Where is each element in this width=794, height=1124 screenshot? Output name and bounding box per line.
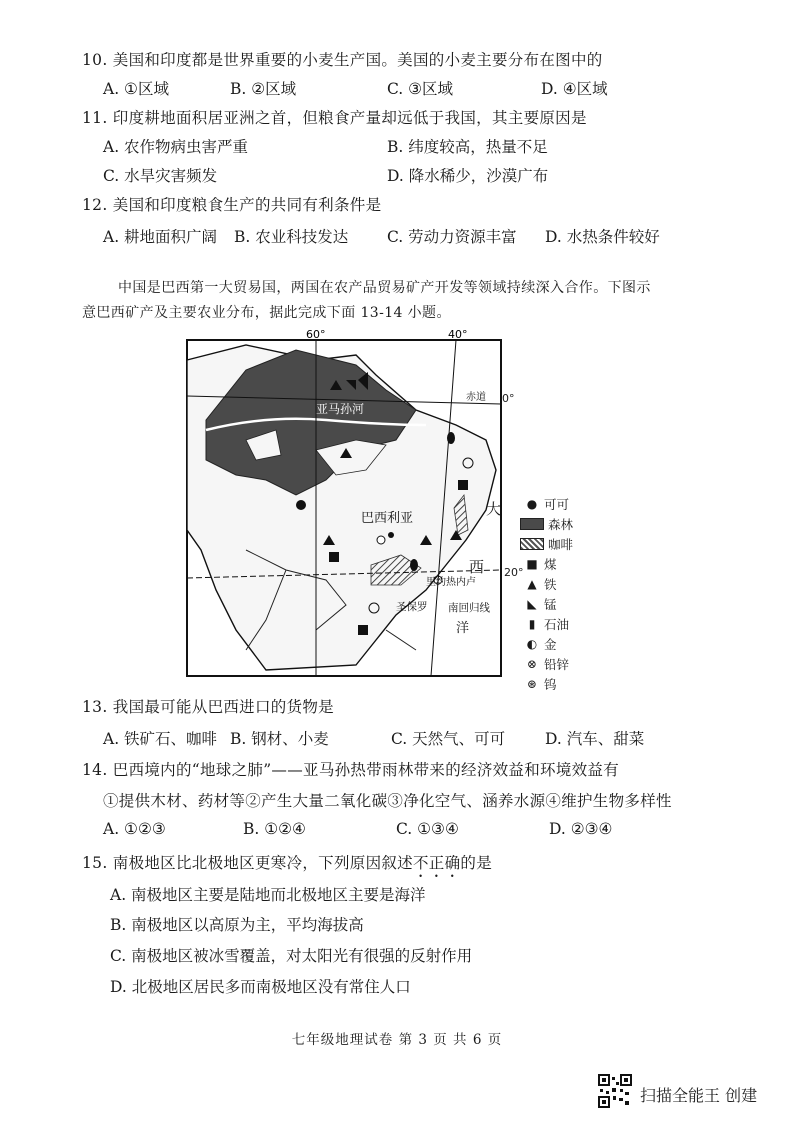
q14-option-a: A. ①②③: [103, 820, 166, 838]
map-lat-0-label: 0°: [502, 392, 515, 405]
q13-option-c: C. 天然气、可可: [391, 730, 506, 748]
map-saopaulo-label: 圣保罗: [396, 601, 428, 613]
question-15-stem-pre: 15. 南极地区比北极地区更寒冷，下列原因叙述: [82, 854, 413, 872]
map-lon-40: 40°: [448, 330, 468, 341]
map-lat-20-label: 20°: [504, 566, 524, 579]
q11-option-d: D. 降水稀少，沙漠广布: [387, 167, 549, 185]
cocoa-icon: ●: [526, 497, 538, 511]
map-lon-60: 60°: [306, 330, 326, 341]
question-11-stem: 11. 印度耕地面积居亚洲之首，但粮食产量却远低于我国，其主要原因是: [82, 109, 587, 127]
question-14-stem: 14. 巴西境内的“地球之肺”——亚马孙热带雨林带来的经济效益和环境效益有: [82, 761, 620, 779]
map-rio-label: 里约热内卢: [426, 577, 476, 588]
legend-lead-zinc: ⊗ 铅锌: [524, 655, 569, 673]
map-ocean-char-2: 西: [469, 558, 485, 576]
legend-manganese: ◣ 锰: [524, 595, 557, 613]
question-15-stem-post: 的是: [460, 854, 492, 872]
q12-option-d: D. 水热条件较好: [545, 228, 660, 246]
question-14-sub: ①提供木材、药材等②产生大量二氧化碳③净化空气、涵养水源④维护生物多样性: [103, 792, 672, 810]
q15-option-c: C. 南极地区被冰雪覆盖，对太阳光有很强的反射作用: [110, 947, 473, 965]
question-12-stem: 12. 美国和印度粮食生产的共同有利条件是: [82, 196, 382, 214]
tungsten-icon: ⊛: [526, 677, 538, 691]
intro-line-2: 意巴西矿产及主要农业分布，据此完成下面 13-14 小题。: [82, 305, 451, 321]
q14-option-d: D. ②③④: [549, 820, 613, 838]
gold-icon: ◐: [526, 637, 538, 651]
legend-coal: ■ 煤: [524, 555, 557, 573]
iron-icon: ▲: [527, 577, 537, 591]
coal-icon: ■: [526, 557, 538, 571]
map-brasilia-label: 巴西利亚: [361, 511, 414, 526]
legend-oil: ▮ 石油: [524, 615, 569, 633]
q14-option-b: B. ①②④: [243, 820, 306, 838]
q11-option-c: C. 水旱灾害频发: [103, 167, 218, 185]
q15-option-b: B. 南极地区以高原为主，平均海拔高: [110, 916, 364, 934]
q10-option-b: B. ②区域: [230, 80, 297, 98]
q12-option-c: C. 劳动力资源丰富: [387, 228, 517, 246]
map-ocean-char-1: 大: [486, 500, 502, 518]
q13-option-a: A. 铁矿石、咖啡: [103, 730, 218, 748]
oil-icon: ▮: [528, 617, 536, 631]
lead-zinc-icon: ⊗: [526, 657, 538, 671]
map-equator-label: 赤道: [466, 392, 486, 403]
legend-iron: ▲ 铁: [524, 575, 557, 593]
question-13-stem: 13. 我国最可能从巴西进口的货物是: [82, 698, 334, 716]
q10-option-d: D. ④区域: [541, 80, 608, 98]
page-footer: 七年级地理试卷 第 3 页 共 6 页: [291, 1032, 503, 1048]
map-amazon-label: 亚马孙河: [316, 402, 365, 416]
brazil-map: [186, 330, 524, 678]
legend-forest: 森林: [520, 515, 573, 533]
q10-option-c: C. ③区域: [387, 80, 454, 98]
q14-option-c: C. ①③④: [396, 820, 459, 838]
intro-line-1: 中国是巴西第一大贸易国，两国在农产品贸易矿产开发等领域持续深入合作。下图示: [118, 280, 651, 296]
coffee-swatch: [520, 538, 544, 550]
scanner-watermark: 扫描全能王 创建: [640, 1086, 758, 1105]
manganese-icon: ◣: [527, 597, 537, 611]
legend-cocoa: ● 可可: [524, 495, 569, 513]
q11-option-a: A. 农作物病虫害严重: [103, 138, 249, 156]
q13-option-b: B. 钢材、小麦: [230, 730, 329, 748]
q12-option-a: A. 耕地面积广阔: [103, 228, 218, 246]
q15-option-a: A. 南极地区主要是陆地而北极地区主要是海洋: [110, 886, 426, 904]
q12-option-b: B. 农业科技发达: [234, 228, 349, 246]
legend-tungsten: ⊛ 钨: [524, 675, 557, 693]
question-10-stem: 10. 美国和印度都是世界重要的小麦生产国。美国的小麦主要分布在图中的: [82, 51, 603, 69]
q10-option-a: A. ①区域: [103, 80, 169, 98]
q13-option-d: D. 汽车、甜菜: [545, 730, 645, 748]
q11-option-b: B. 纬度较高，热量不足: [387, 138, 548, 156]
legend-coffee: 咖啡: [520, 535, 573, 553]
legend-gold: ◐ 金: [524, 635, 557, 653]
map-ocean-char-3: 洋: [456, 621, 470, 636]
question-15-stem-emphasis: 不正确: [412, 854, 461, 872]
question-15-stem: [82, 851, 492, 881]
map-tropic-label: 南回归线: [448, 602, 490, 614]
q15-option-d: D. 北极地区居民多而南极地区没有常住人口: [110, 978, 411, 996]
qr-code-icon: [598, 1074, 632, 1108]
forest-swatch: [520, 518, 544, 530]
